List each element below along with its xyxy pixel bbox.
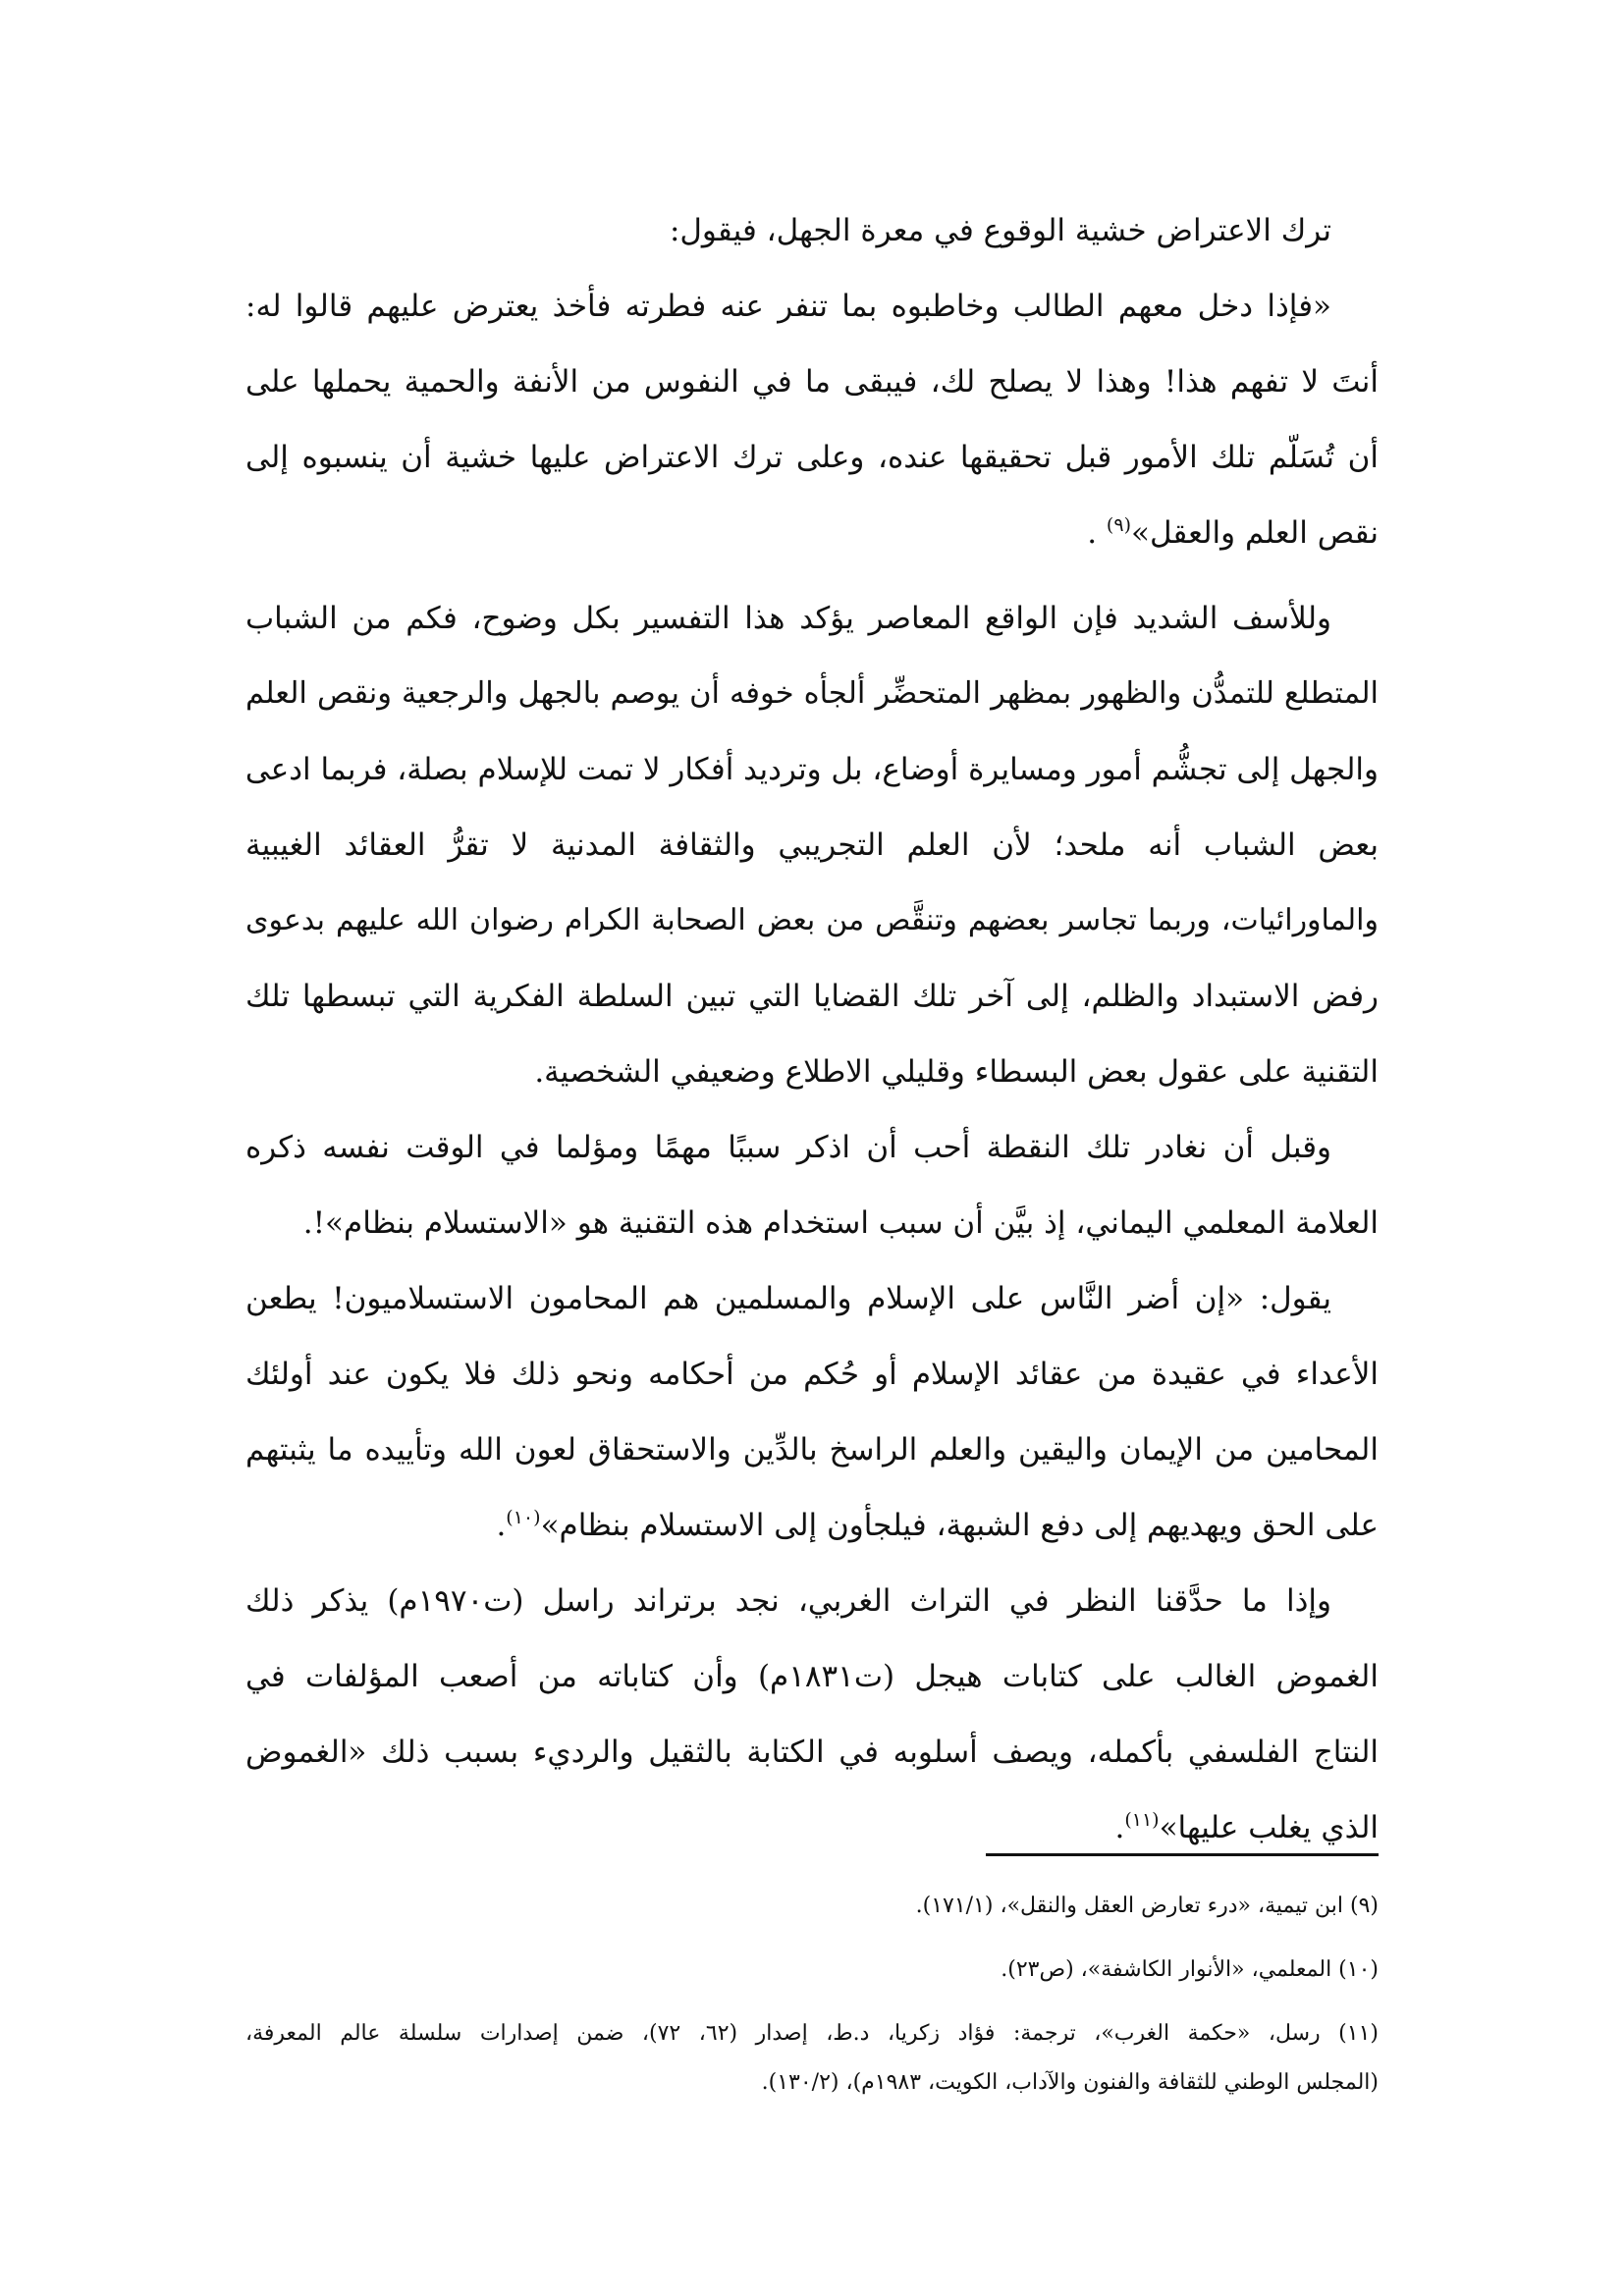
body-line bbox=[245, 1496, 1379, 1555]
body-text: النتاج الفلسفي بأكمله، ويصف أسلوبه في الكتابة بالثقيل والرديء بسبب ذلك «الغموض bbox=[245, 1735, 1379, 1770]
body-line bbox=[245, 1194, 1379, 1253]
body-line bbox=[245, 589, 1379, 648]
body-text: والجهل إلى تجشُّم أمور ومسايرة أوضاع، بل وترديد أفكار لا تمت للإسلام بصلة، فربما ادعى bbox=[244, 752, 1379, 787]
body-text: رفض الاستبداد والظلم، إلى آخر تلك القضايا التي تبين السلطة الفكرية التي تبسطها تلك bbox=[245, 979, 1379, 1014]
body-line bbox=[245, 816, 1379, 875]
body-text: المتطلع للتمدُّن والظهور بمظهر المتحضِّر ألجأه خوفه أن يوصم بالجهل والرجعية ونقص العلم bbox=[245, 676, 1379, 711]
body-line bbox=[245, 1798, 1379, 1857]
footnote-text: (١١) رسل، «حكمة الغرب»، ترجمة: فؤاد زكريا، د.ط، إصدار (٦٢، ٧٢)، ضمن إصدارات سلسلة عالم المعرفة، bbox=[245, 2021, 1379, 2046]
body-line bbox=[245, 967, 1379, 1026]
body-text: والماورائيات، وربما تجاسر بعضهم وتنقَّص من بعض الصحابة الكرام رضوان الله عليهم بدعوى bbox=[245, 903, 1379, 937]
body-text: بعض الشباب أنه ملحد؛ لأن العلم التجريبي والثقافة المدنية لا تقرُّ العقائد الغيبية bbox=[245, 828, 1379, 863]
body-line bbox=[245, 1723, 1379, 1782]
body-text: الذي يغلب عليها» bbox=[1159, 1810, 1379, 1845]
document-page bbox=[245, 0, 1379, 2296]
quote-line bbox=[245, 277, 1379, 336]
body-line bbox=[245, 1345, 1379, 1404]
footnote-text: (المجلس الوطني للثقافة والفنون والآداب، الكويت، ١٩٨٣م)، (١٣٠/٢). bbox=[761, 2070, 1379, 2095]
quote-line bbox=[245, 352, 1379, 411]
body-text: على الحق ويهديهم إلى دفع الشبهة، فيلجأون إلى الاستسلام بنظام» bbox=[540, 1508, 1379, 1543]
quote-text: أنتَ لا تفهم هذا! وهذا لا يصلح لك، فيبقى ما في النفوس من الأنفة والحمية يحملها على bbox=[245, 364, 1379, 400]
body-line bbox=[245, 740, 1379, 799]
quote-line bbox=[245, 428, 1379, 487]
footnote-separator bbox=[986, 1853, 1379, 1856]
punctuation: . bbox=[1114, 1810, 1125, 1845]
body-line bbox=[245, 1042, 1379, 1101]
footnote bbox=[245, 2061, 1379, 2105]
body-text: وللأسف الشديد فإن الواقع المعاصر يؤكد هذا التفسير بكل وضوح، فكم من الشباب bbox=[245, 601, 1331, 636]
body-text: العلامة المعلمي اليماني، إذ بيَّن أن سبب استخدام هذه التقنية هو «الاستسلام بنظام»!. bbox=[302, 1205, 1379, 1241]
body-line bbox=[245, 665, 1379, 723]
footnote-ref-11: (١١) bbox=[1124, 1809, 1160, 1831]
quote-text: أن تُسَلّم تلك الأمور قبل تحقيقها عنده، وعلى ترك الاعتراض عليها خشية أن ينسبوه إلى bbox=[245, 440, 1379, 475]
body-text: الغموض الغالب على كتابات هيجل (ت١٨٣١م) وأن كتاباته من أصعب المؤلفات في bbox=[245, 1659, 1379, 1694]
body-line bbox=[245, 891, 1379, 950]
body-line bbox=[245, 1269, 1379, 1328]
body-text: المحامين من الإيمان واليقين والعلم الراسخ بالدِّين والاستحقاق لعون الله وتأييده ما يثبتهم bbox=[245, 1432, 1379, 1468]
body-text: يقول: «إن أضر النَّاس على الإسلام والمسلمين هم المحامون الاستسلاميون! يطعن bbox=[245, 1281, 1331, 1316]
body-line bbox=[245, 1118, 1379, 1177]
quote-text: «فإذا دخل معهم الطالب وخاطبوه بما تنفر عنه فطرته فأخذ يعترض عليهم قالوا له: bbox=[245, 289, 1331, 324]
body-line bbox=[245, 1647, 1379, 1706]
footnote-ref-10: (١٠) bbox=[506, 1507, 541, 1528]
body-text: وقبل أن نغادر تلك النقطة أحب أن اذكر سببًا مهمًا ومؤلما في الوقت نفسه ذكره bbox=[245, 1130, 1331, 1165]
punctuation: . bbox=[1087, 515, 1107, 551]
punctuation: . bbox=[496, 1508, 507, 1543]
body-text: التقنية على عقول بعض البسطاء وقليلي الاطلاع وضعيفي الشخصية. bbox=[534, 1054, 1379, 1090]
footnote-text: (٩) ابن تيمية، «درء تعارض العقل والنقل»، (١٧١/١). bbox=[915, 1894, 1379, 1918]
footnote bbox=[245, 1885, 1379, 1928]
body-line bbox=[245, 1572, 1379, 1630]
body-line bbox=[245, 201, 1379, 260]
body-text: الأعداء في عقيدة من عقائد الإسلام أو حُكم من أحكامه ونحو ذلك فلا يكون عند أولئك bbox=[245, 1357, 1379, 1392]
footnote bbox=[245, 1949, 1379, 1992]
body-line bbox=[245, 1420, 1379, 1479]
quote-text: نقص العلم والعقل» bbox=[1130, 515, 1379, 551]
quote-line bbox=[245, 504, 1379, 562]
footnote-text: (١٠) المعلمي، «الأنوار الكاشفة»، (ص٢٣). bbox=[1001, 1957, 1379, 1982]
footnote-ref-9: (٩) bbox=[1106, 514, 1131, 536]
body-text: ترك الاعتراض خشية الوقوع في معرة الجهل، فيقول: bbox=[669, 213, 1331, 248]
footnote bbox=[245, 2012, 1379, 2056]
body-text: وإذا ما حدَّقنا النظر في التراث الغربي، نجد برتراند راسل (ت١٩٧٠م) يذكر ذلك bbox=[245, 1583, 1331, 1619]
